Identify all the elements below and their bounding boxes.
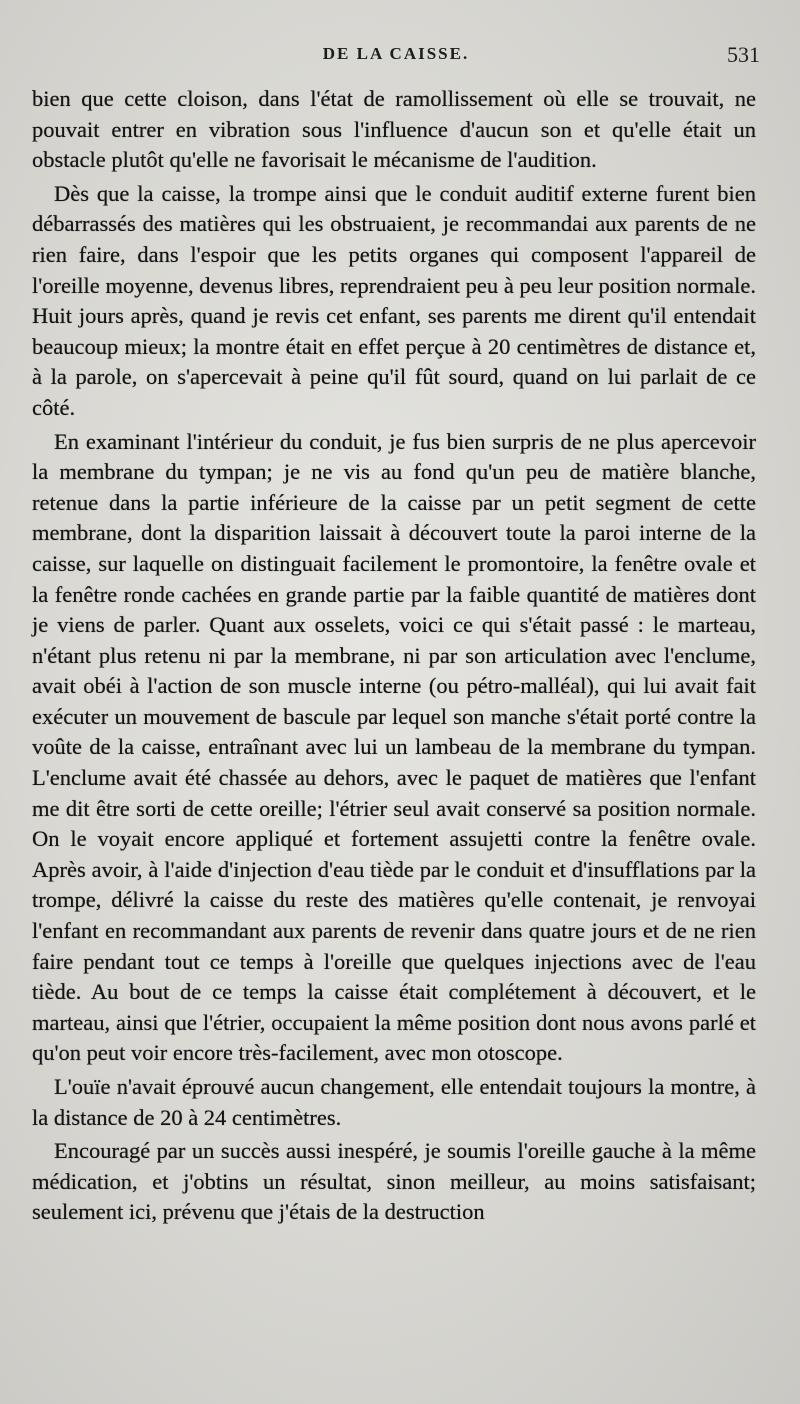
page-number: 531: [727, 42, 760, 67]
running-title: DE LA CAISSE.: [322, 44, 470, 63]
paragraph: Dès que la caisse, la trompe ainsi que le conduit auditif externe furent bien débarrassés des matières qui les obstruaient, je recommandai aux parents de ne rien faire, dans l'espoir que les petits organes qui composent l'appareil de l'oreille moyenne, devenus libres, reprendraient peu à peu leur position normale. Huit jours après, quand je revis cet enfant, ses parents me dirent qu'il entendait beaucoup mieux; la montre était en effet perçue à 20 centimètres de distance et, à la parole, on s'apercevait à peine qu'il fût sourd, quand on lui parlait de ce côté.: [32, 180, 756, 420]
body-text: [32, 84, 756, 1228]
page-header: [32, 44, 760, 78]
paragraph: En examinant l'intérieur du conduit, je fus bien surpris de ne plus apercevoir la membrane du tympan; je ne vis au fond qu'un peu de matière blanche, retenue dans la partie inférieure de la caisse par un petit segment de cette membrane, dont la disparition laissait à découvert toute la paroi interne de la caisse, sur laquelle on distinguait facilement le promontoire, la fenêtre ovale et la fenêtre ronde cachées en grande partie par la faible quantité de matières dont je viens de parler. Quant aux osselets, voici ce qui s'était passé : le marteau, n'étant plus retenu ni par la membrane, ni par son articulation avec l'enclume, avait obéi à l'action de son muscle interne (ou pétro-malléal), qui lui avait fait exécuter un mouvement de bascule par lequel son manche s'était porté contre la voûte de la caisse, entraînant avec lui un lambeau de la membrane du tympan. L'enclume avait été chassée au dehors, avec le paquet de matières que l'enfant me dit être sorti de cette oreille; l'étrier seul avait conservé sa position normale. On le voyait encore appliqué et fortement assujetti contre la fenêtre ovale. Après avoir, à l'aide d'injection d'eau tiède par le conduit et d'insufflations par la trompe, délivré la caisse du reste des matières qu'elle contenait, je renvoyai l'enfant en recommandant aux parents de revenir dans quatre jours et de ne rien faire pendant tout ce temps à l'oreille que quelques injections avec de l'eau tiède. Au bout de ce temps la caisse était complétement à découvert, et le marteau, ainsi que l'étrier, occupaient la même position dont nous avons parlé et qu'on peut voir encore très-facilement, avec mon otoscope.: [32, 428, 756, 1066]
paragraph: Encouragé par un succès aussi inespéré, je soumis l'oreille gauche à la même médication, et j'obtins un résultat, sinon meilleur, au moins satisfaisant; seulement ici, prévenu que j'étais de la destruction: [32, 1138, 756, 1225]
paragraph-continuation: bien que cette cloison, dans l'état de ramollissement où elle se trouvait, ne pouvait entrer en vibration sous l'influence d'aucun son et qu'elle était un obstacle plutôt qu'elle ne favorisait le mécanisme de l'audition.: [32, 86, 756, 173]
paragraph: L'ouïe n'avait éprouvé aucun changement, elle entendait toujours la montre, à la distance de 20 à 24 centimètres.: [32, 1074, 756, 1130]
